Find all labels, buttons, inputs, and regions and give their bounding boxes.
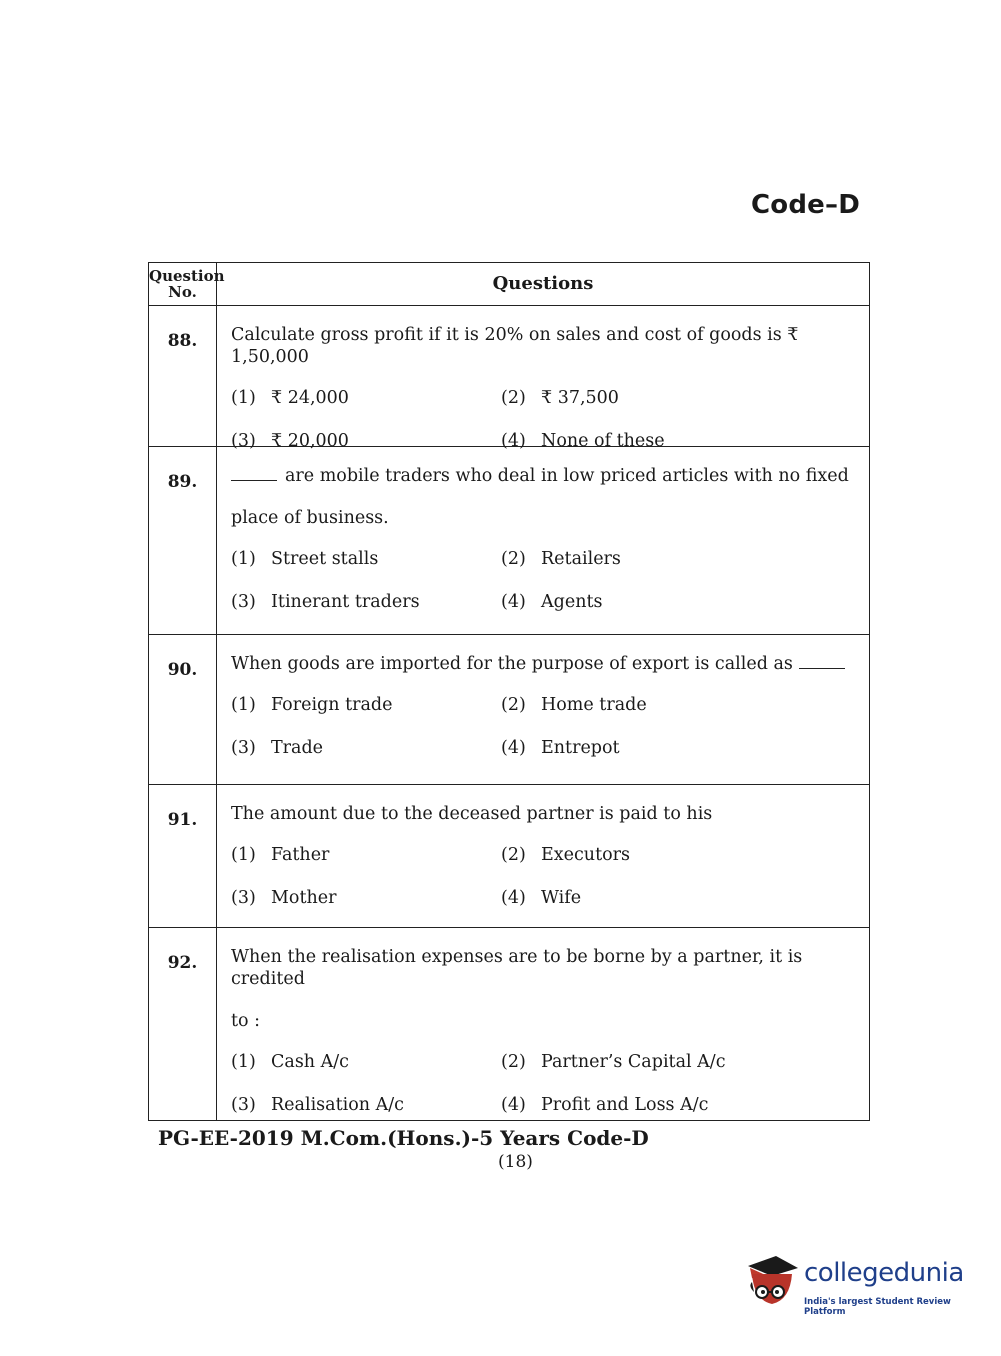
question-body <box>217 635 869 784</box>
paper-footer: PG-EE-2019 M.Com.(Hons.)-5 Years Code-D <box>158 1126 649 1150</box>
blank-line <box>231 479 277 481</box>
question-row-89 <box>149 447 869 635</box>
question-row-91 <box>149 785 869 928</box>
option-3: (3) ₹ 20,000 <box>231 431 349 451</box>
options <box>231 695 863 781</box>
question-body <box>217 306 869 451</box>
question-number: 90. <box>149 635 217 784</box>
brand-name: collegedunia <box>804 1258 964 1288</box>
option-3: (3) Trade <box>231 738 324 758</box>
question-stem: Calculate gross profit if it is 20% on sales and cost of goods is ₹ 1,50,000 <box>231 325 799 367</box>
question-stem-continued: to : <box>231 1011 261 1031</box>
collegedunia-logo <box>742 1252 972 1318</box>
option-2: (2) ₹ 37,500 <box>501 388 619 408</box>
table-header <box>149 263 869 306</box>
option-3: (3) Realisation A/c <box>231 1095 404 1115</box>
option-3: (3) Itinerant traders <box>231 592 420 612</box>
option-4: (4) Profit and Loss A/c <box>501 1095 709 1115</box>
options <box>231 845 863 931</box>
option-1: (1) ₹ 24,000 <box>231 388 349 408</box>
option-4: (4) None of these <box>501 431 665 451</box>
question-stem: are mobile traders who deal in low priced articles with no fixed <box>231 465 863 487</box>
paper-code: Code–D <box>751 190 860 220</box>
option-4: (4) Entrepot <box>501 738 620 758</box>
question-body <box>217 928 869 1120</box>
option-1: (1) Foreign trade <box>231 695 393 715</box>
question-number: 88. <box>149 306 217 446</box>
option-2: (2) Home trade <box>501 695 647 715</box>
questions-table <box>148 262 870 1121</box>
option-1: (1) Street stalls <box>231 549 379 569</box>
option-2: (2) Executors <box>501 845 630 865</box>
option-4: (4) Agents <box>501 592 603 612</box>
header-line-1: Question <box>149 267 225 285</box>
brand-tagline: India's largest Student Review Platform <box>804 1297 951 1317</box>
questions-header: Questions <box>492 273 594 294</box>
question-number: 92. <box>149 928 217 1120</box>
option-2: (2) Retailers <box>501 549 621 569</box>
question-row-92 <box>149 928 869 1120</box>
option-3: (3) Mother <box>231 888 337 908</box>
question-stem-continued: place of business. <box>231 508 389 528</box>
option-1: (1) Cash A/c <box>231 1052 349 1072</box>
blank-line <box>799 667 845 669</box>
question-stem: The amount due to the deceased partner is paid to his <box>231 804 713 824</box>
question-body <box>217 447 869 634</box>
question-body <box>217 785 869 927</box>
question-number-header <box>149 263 225 305</box>
option-1: (1) Father <box>231 845 330 865</box>
option-4: (4) Wife <box>501 888 582 908</box>
option-2: (2) Partner’s Capital A/c <box>501 1052 726 1072</box>
question-stem: When goods are imported for the purpose of export is called as <box>231 653 863 675</box>
question-number: 91. <box>149 785 217 927</box>
question-row-90 <box>149 635 869 785</box>
question-stem: When the realisation expenses are to be borne by a partner, it is credited <box>231 947 803 989</box>
options <box>231 549 863 635</box>
question-row-88 <box>149 306 869 451</box>
page-number: (18) <box>498 1152 533 1172</box>
mascot-icon <box>742 1252 800 1312</box>
header-line-2: No. <box>168 283 197 301</box>
question-number: 89. <box>149 447 217 634</box>
